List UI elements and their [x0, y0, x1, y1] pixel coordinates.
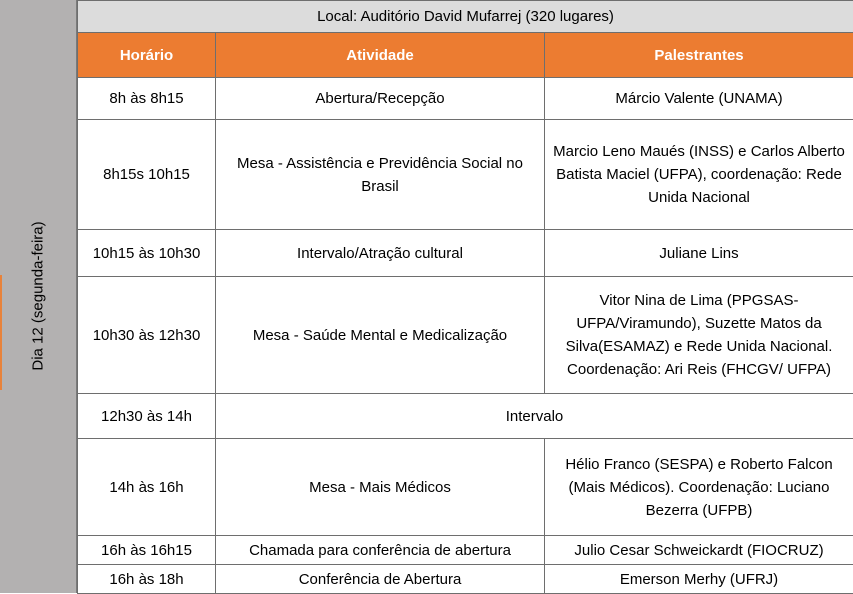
row-time: 14h às 16h [78, 439, 216, 536]
header-row [78, 33, 853, 78]
header-speakers: Palestrantes [545, 33, 853, 78]
table-row [78, 565, 853, 594]
table-row [78, 439, 853, 536]
day-label: Dia 12 (segunda-feira) [30, 221, 47, 370]
row-activity: Abertura/Recepção [216, 78, 545, 120]
day-sidebar [0, 0, 77, 593]
sidebar-accent [0, 275, 2, 390]
row-activity: Mesa - Saúde Mental e Medicalização [216, 277, 545, 394]
header-activity: Atividade [216, 33, 545, 78]
location-label: Local: Auditório David Mufarrej (320 lugares) [78, 1, 853, 33]
table-row [78, 536, 853, 565]
row-activity: Chamada para conferência de abertura [216, 536, 545, 565]
row-time: 10h30 às 12h30 [78, 277, 216, 394]
schedule-table [77, 0, 853, 594]
row-activity: Mesa - Mais Médicos [216, 439, 545, 536]
row-time: 16h às 18h [78, 565, 216, 594]
row-time: 12h30 às 14h [78, 394, 216, 439]
row-activity: Intervalo/Atração cultural [216, 230, 545, 277]
row-time: 16h às 16h15 [78, 536, 216, 565]
row-speakers: Vitor Nina de Lima (PPGSAS-UFPA/Viramundo), Suzette Matos da Silva(ESAMAZ) e Rede Unida Nacional. Coordenação: Ari Reis (FHCGV/ UFPA) [545, 277, 853, 394]
table-row [78, 120, 853, 230]
row-time: 10h15 às 10h30 [78, 230, 216, 277]
table-row [78, 277, 853, 394]
header-time: Horário [78, 33, 216, 78]
row-time: 8h às 8h15 [78, 78, 216, 120]
row-speakers: Márcio Valente (UNAMA) [545, 78, 853, 120]
row-speakers: Emerson Merhy (UFRJ) [545, 565, 853, 594]
row-speakers: Hélio Franco (SESPA) e Roberto Falcon (Mais Médicos). Coordenação: Luciano Bezerra (UFPB) [545, 439, 853, 536]
table-row [78, 230, 853, 277]
table-row [78, 78, 853, 120]
row-activity: Conferência de Abertura [216, 565, 545, 594]
row-activity: Mesa - Assistência e Previdência Social no Brasil [216, 120, 545, 230]
row-merged-activity: Intervalo [216, 394, 853, 439]
location-row [78, 1, 853, 33]
table-row [78, 394, 853, 439]
row-speakers: Marcio Leno Maués (INSS) e Carlos Alberto Batista Maciel (UFPA), coordenação: Rede Unida Nacional [545, 120, 853, 230]
row-speakers: Julio Cesar Schweickardt (FIOCRUZ) [545, 536, 853, 565]
row-speakers: Juliane Lins [545, 230, 853, 277]
row-time: 8h15s 10h15 [78, 120, 216, 230]
